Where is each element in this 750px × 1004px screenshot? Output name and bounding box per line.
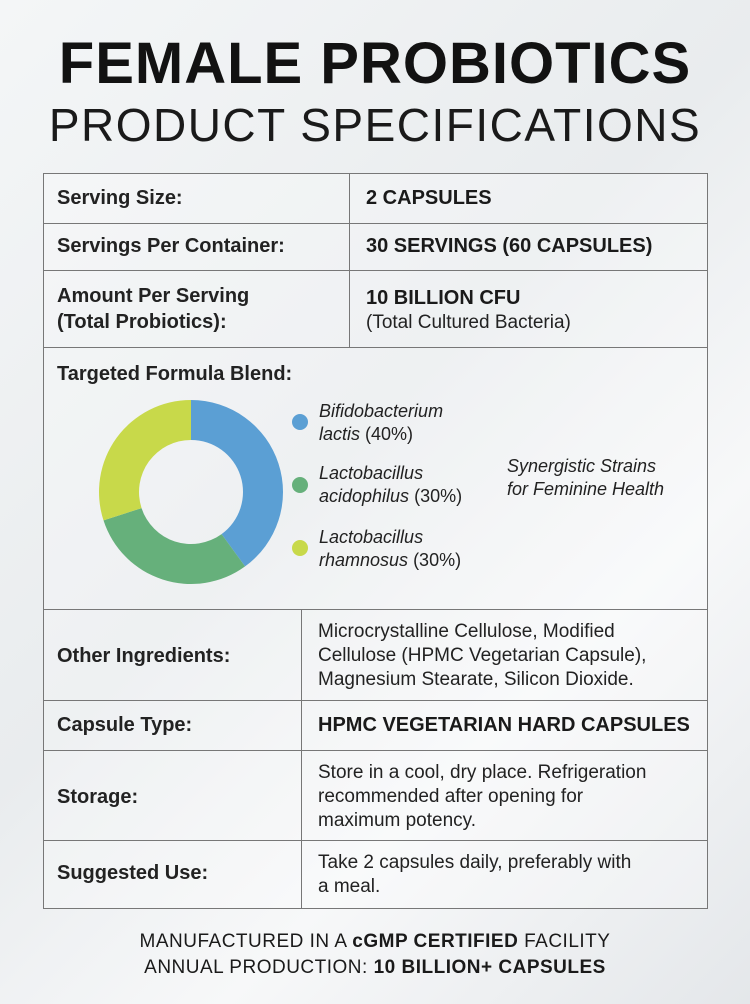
legend-item-rhamnosus [319, 526, 461, 572]
donut-slice-rhamnosus [99, 400, 191, 520]
column-divider [301, 609, 302, 908]
footer-production [0, 957, 750, 979]
legend-swatch-acidophilus [292, 477, 308, 493]
blend-heading: Targeted Formula Blend: [57, 363, 293, 385]
page-subtitle: PRODUCT SPECIFICATIONS [48, 99, 702, 151]
servings-per-container-label: Servings Per Container: [57, 235, 285, 257]
blend-donut-chart [99, 400, 283, 584]
suggested-use-line: Take 2 capsules daily, preferably with [318, 852, 632, 873]
storage-line: maximum potency. [318, 810, 477, 831]
footer-text: ANNUAL PRODUCTION: [144, 957, 374, 978]
blend-tagline [507, 455, 707, 501]
footer-facility [0, 931, 750, 953]
footer-bold: cGMP CERTIFIED [352, 931, 519, 952]
capsule-type-value: HPMC VEGETARIAN HARD CAPSULES [318, 714, 690, 736]
legend-swatch-rhamnosus [292, 540, 308, 556]
legend-swatch-bifidobacterium [292, 414, 308, 430]
legend-pct: (40%) [365, 424, 414, 444]
tagline-line: Synergistic Strains [507, 456, 657, 476]
legend-name: Lactobacillus [319, 463, 424, 483]
tagline-line: for Feminine Health [507, 479, 665, 499]
legend-item-bifidobacterium [319, 400, 443, 446]
specifications-table [43, 173, 708, 909]
footer-text: FACILITY [518, 931, 611, 952]
legend-name: lactis [319, 424, 361, 444]
legend-name: rhamnosus [319, 550, 409, 570]
storage-line: recommended after opening for [318, 786, 584, 807]
donut-slice-bifidobacterium [191, 400, 283, 566]
other-ingredients-line: Cellulose (HPMC Vegetarian Capsule), [318, 645, 647, 666]
other-ingredients-label: Other Ingredients: [57, 645, 231, 667]
suggested-use-label: Suggested Use: [57, 862, 209, 884]
legend-pct: (30%) [414, 486, 463, 506]
footer-text: MANUFACTURED IN A [139, 931, 353, 952]
legend-name: Bifidobacterium [319, 401, 444, 421]
footer-bold: 10 BILLION+ CAPSULES [373, 957, 606, 978]
row-divider [44, 750, 707, 751]
capsule-type-label: Capsule Type: [57, 714, 193, 736]
serving-size-value: 2 CAPSULES [366, 187, 492, 209]
row-divider [44, 700, 707, 701]
storage-line: Store in a cool, dry place. Refrigeration [318, 762, 647, 783]
row-divider [44, 840, 707, 841]
amount-per-serving-subvalue: (Total Cultured Bacteria) [366, 312, 571, 333]
amount-per-serving-value: 10 BILLION CFU [366, 287, 521, 309]
legend-name: acidophilus [319, 486, 410, 506]
legend-pct: (30%) [413, 550, 462, 570]
column-divider [349, 174, 350, 347]
amount-per-serving-label-2: (Total Probiotics): [57, 311, 227, 333]
row-divider [44, 223, 707, 224]
amount-per-serving-label: Amount Per Serving [57, 285, 250, 307]
other-ingredients-line: Magnesium Stearate, Silicon Dioxide. [318, 669, 634, 690]
legend-name: Lactobacillus [319, 527, 424, 547]
legend-item-acidophilus [319, 462, 462, 508]
row-divider [44, 347, 707, 348]
other-ingredients-line: Microcrystalline Cellulose, Modified [318, 621, 615, 642]
suggested-use-line: a meal. [318, 876, 381, 897]
row-divider [44, 609, 707, 610]
page-title: FEMALE PROBIOTICS [58, 31, 692, 96]
serving-size-label: Serving Size: [57, 187, 183, 209]
row-divider [44, 270, 707, 271]
storage-label: Storage: [57, 786, 139, 808]
donut-slice-acidophilus [104, 508, 246, 584]
servings-per-container-value: 30 SERVINGS (60 CAPSULES) [366, 235, 653, 257]
